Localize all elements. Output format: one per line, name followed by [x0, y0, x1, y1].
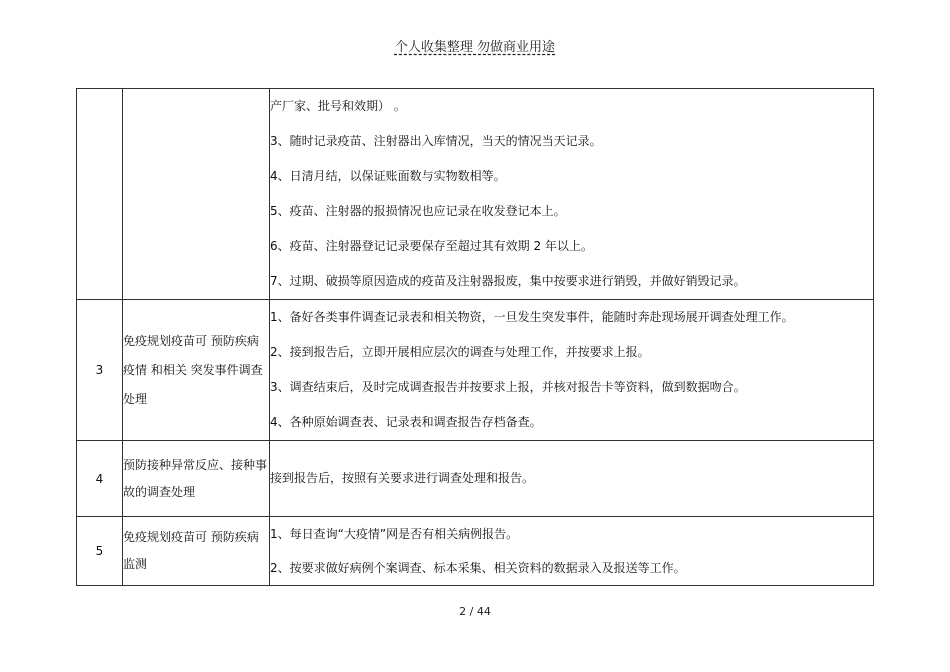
row-description [123, 89, 270, 300]
row-number: 4 [77, 441, 123, 517]
row-number [77, 89, 123, 300]
row-items [270, 441, 874, 517]
header-title: 个人收集整理 勿做商业用途 [394, 40, 556, 55]
list-item: 7、过期、破损等原因造成的疫苗及注射器报废，集中按要求进行销毁，并做好销毁记录。 [270, 274, 746, 288]
row-description: 免疫规划疫苗可 预防疾病监测 [123, 517, 270, 586]
list-item: 3、调查结束后，及时完成调查报告并按要求上报，并核对报告卡等资料，做到数据吻合。 [270, 380, 746, 394]
row-number: 5 [77, 517, 123, 586]
table-row [77, 300, 874, 441]
list-item: 1、每日查询“大疫情”网是否有相关病例报告。 [270, 527, 519, 541]
row-description: 免疫规划疫苗可 预防疾病疫情 和相关 突发事件调查处理 [123, 300, 270, 441]
list-item: 4、各种原始调查表、记录表和调查报告存档备查。 [270, 415, 542, 429]
row-items [270, 300, 874, 441]
table-row [77, 517, 874, 586]
table-row [77, 89, 874, 300]
list-item: 1、备好各类事件调查记录表和相关物资，一旦发生突发事件，能随时奔赴现场展开调查处理工作。 [270, 310, 794, 324]
list-item: 产厂家、批号和效期） 。 [270, 99, 406, 113]
list-item: 3、随时记录疫苗、注射器出入库情况，当天的情况当天记录。 [270, 134, 602, 148]
list-item: 2、按要求做好病例个案调查、标本采集、相关资料的数据录入及报送等工作。 [270, 561, 686, 575]
row-description: 预防接种异常反应、接种事故的调查处理 [123, 441, 270, 517]
list-item: 2、接到报告后，立即开展相应层次的调查与处理工作，并按要求上报。 [270, 345, 650, 359]
list-item: 6、疫苗、注射器登记记录要保存至超过其有效期 2 年以上。 [270, 239, 593, 253]
page-header [0, 36, 950, 55]
row-items [270, 89, 874, 300]
list-item: 5、疫苗、注射器的报损情况也应记录在收发登记本上。 [270, 204, 566, 218]
table-row [77, 441, 874, 517]
list-item: 接到报告后，按照有关要求进行调查处理和报告。 [270, 471, 535, 485]
row-number: 3 [77, 300, 123, 441]
page-number: 2 / 44 [459, 605, 491, 618]
duty-table [76, 88, 874, 586]
list-item: 4、日清月结，以保证账面数与实物数相等。 [270, 169, 506, 183]
row-items [270, 517, 874, 586]
